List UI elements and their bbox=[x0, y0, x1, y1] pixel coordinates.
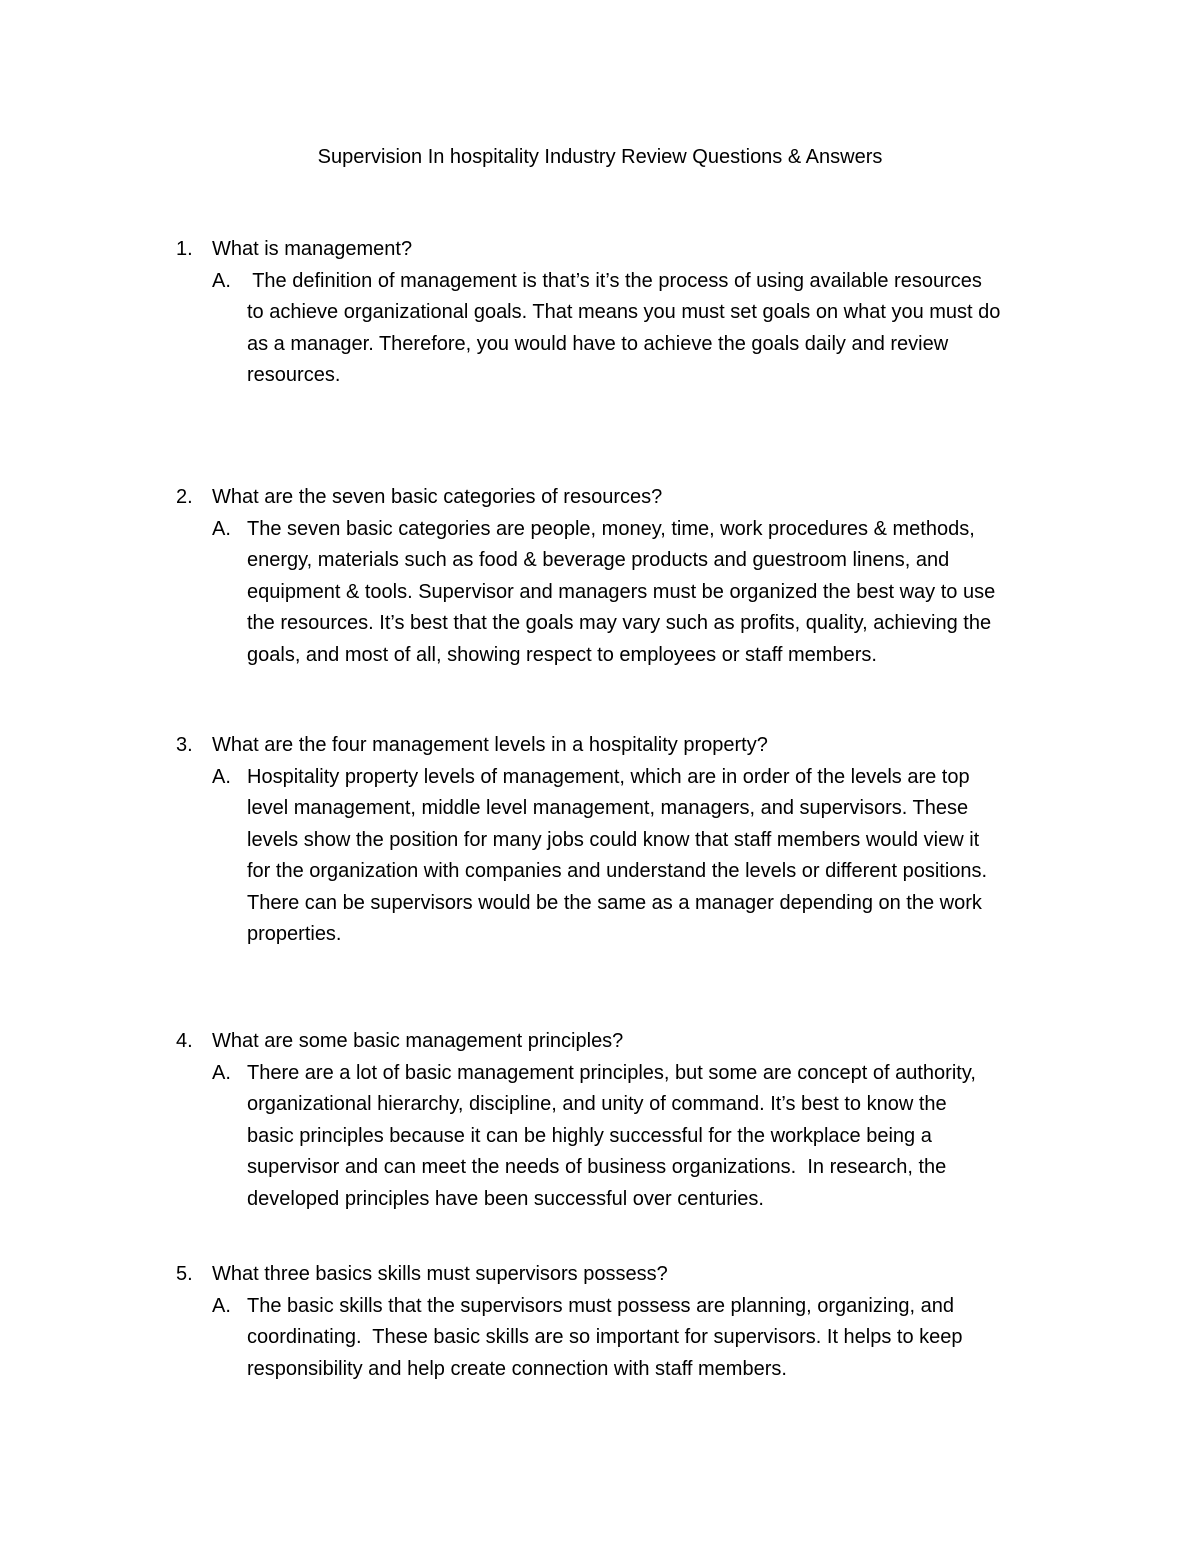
answer-line: developed principles have been successful over centuries. bbox=[247, 1187, 764, 1210]
question-number: 5. bbox=[176, 1263, 193, 1285]
answer-row bbox=[0, 762, 1200, 951]
answer-letter: A. bbox=[212, 1294, 231, 1317]
answer-line: as a manager. Therefore, you would have to achieve the goals daily and review bbox=[247, 332, 949, 355]
qa-item bbox=[0, 234, 1200, 392]
answer-line: The basic skills that the supervisors must possess are planning, organizing, and bbox=[247, 1294, 955, 1317]
question-text: What are the seven basic categories of resources? bbox=[212, 486, 663, 508]
question-row bbox=[0, 730, 1200, 762]
answer-line: supervisor and can meet the needs of business organizations. In research, the bbox=[247, 1156, 947, 1178]
answer-line: levels show the position for many jobs could know that staff members would view it bbox=[247, 828, 980, 851]
document-title: Supervision In hospitality Industry Review Questions & Answers bbox=[317, 146, 883, 168]
answer-text bbox=[247, 762, 1062, 951]
question-number: 2. bbox=[176, 486, 193, 508]
answer-line: There can be supervisors would be the same as a manager depending on the work bbox=[247, 891, 982, 914]
answer-row bbox=[0, 514, 1200, 672]
answer-line: energy, materials such as food & beverage products and guestroom linens, and bbox=[247, 549, 950, 571]
answer-line: to achieve organizational goals. That means you must set goals on what you must do bbox=[247, 301, 1001, 323]
answer-letter: A. bbox=[212, 1061, 231, 1084]
answer-line: Hospitality property levels of management, which are in order of the levels are top bbox=[247, 765, 970, 788]
answer-text bbox=[247, 266, 1062, 392]
answer-line: resources. bbox=[247, 364, 341, 386]
answer-line: basic principles because it can be highly successful for the workplace being a bbox=[247, 1124, 932, 1147]
qa-item bbox=[0, 1026, 1200, 1215]
answer-row bbox=[0, 1058, 1200, 1216]
qa-item bbox=[0, 730, 1200, 951]
answer-row bbox=[0, 266, 1200, 392]
question-number: 4. bbox=[176, 1030, 193, 1052]
question-number: 3. bbox=[176, 734, 193, 756]
answer-letter: A. bbox=[212, 765, 231, 788]
question-row bbox=[0, 1026, 1200, 1058]
answer-line: There are a lot of basic management principles, but some are concept of authority, bbox=[247, 1061, 976, 1084]
answer-line: properties. bbox=[247, 923, 342, 945]
answer-row bbox=[0, 1291, 1200, 1386]
question-row bbox=[0, 482, 1200, 514]
question-number: 1. bbox=[176, 238, 193, 260]
answer-letter: A. bbox=[212, 517, 231, 540]
answer-line: coordinating. These basic skills are so important for supervisors. It helps to keep bbox=[247, 1326, 963, 1348]
question-text: What three basics skills must supervisors possess? bbox=[212, 1263, 668, 1285]
answer-text bbox=[247, 1058, 1062, 1216]
qa-item bbox=[0, 1259, 1200, 1385]
answer-text bbox=[247, 514, 1062, 672]
answer-line: equipment & tools. Supervisor and managers must be organized the best way to use bbox=[247, 580, 996, 603]
answer-letter: A. bbox=[212, 269, 231, 292]
answer-text bbox=[247, 1291, 1062, 1386]
answer-line: organizational hierarchy, discipline, and unity of command. It’s best to know the bbox=[247, 1093, 947, 1115]
answer-line: for the organization with companies and understand the levels or different positions. bbox=[247, 860, 988, 882]
answer-line: the resources. It’s best that the goals may vary such as profits, quality, achieving the bbox=[247, 612, 992, 634]
question-text: What are some basic management principles? bbox=[212, 1030, 624, 1052]
answer-line: level management, middle level management, managers, and supervisors. These bbox=[247, 797, 969, 819]
answer-line: responsibility and help create connection with staff members. bbox=[247, 1357, 787, 1380]
question-text: What are the four management levels in a hospitality property? bbox=[212, 734, 768, 756]
question-text: What is management? bbox=[212, 238, 413, 260]
question-row bbox=[0, 234, 1200, 266]
qa-item bbox=[0, 482, 1200, 671]
answer-line: goals, and most of all, showing respect to employees or staff members. bbox=[247, 643, 877, 666]
answer-line: The definition of management is that’s it’s the process of using available resources bbox=[247, 269, 982, 292]
question-row bbox=[0, 1259, 1200, 1291]
answer-line: The seven basic categories are people, money, time, work procedures & methods, bbox=[247, 517, 975, 540]
